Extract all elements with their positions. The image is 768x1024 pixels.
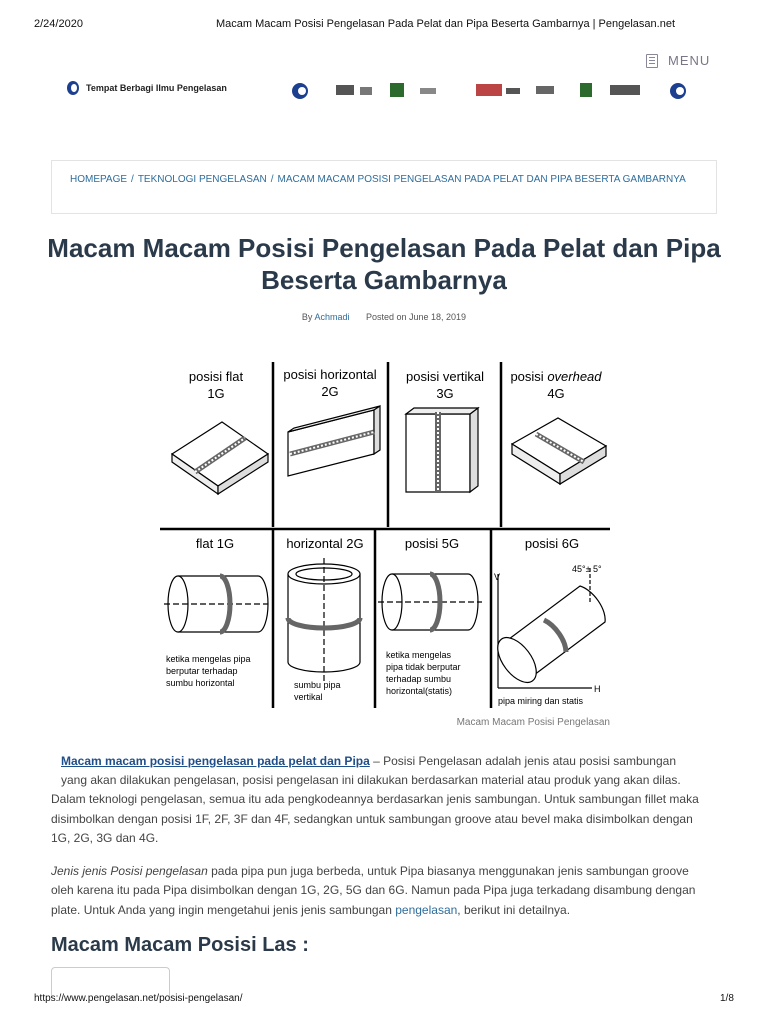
paragraph-1-line-3: Dalam teknologi pengelasan, semua itu ada pengkodeannya berdasarkan jenis sambungan. Untuk sambungan fillet maka bbox=[51, 792, 699, 806]
plate-1g-code: 1G bbox=[207, 386, 225, 401]
pipe-1g-note-2: berputar terhadap bbox=[166, 666, 238, 676]
plate-2g-label: posisi horizontal bbox=[283, 367, 377, 382]
pipe-1g-note-3: sumbu horizontal bbox=[166, 678, 235, 688]
breadcrumb-current: MACAM MACAM POSISI PENGELASAN PADA PELAT DAN PIPA BESERTA GAMBARNYA bbox=[277, 174, 686, 185]
paragraph-1-line-4: disimbolkan dengan posisi 1F, 2F, 3F dan 4F, sedangkan untuk sambungan groove atau bevel maka disimbolkan dengan bbox=[51, 812, 693, 826]
plate-vertical-drawing bbox=[406, 408, 478, 492]
breadcrumb-category-link[interactable]: TEKNOLOGI PENGELASAN bbox=[137, 174, 267, 185]
paragraph-1-line-2: yang akan dilakukan pengelasan, posisi pengelasan ini dilakukan berdasarkan material atau produk yang akan dilas. bbox=[61, 773, 681, 787]
logo-icon bbox=[66, 80, 80, 96]
paragraph-1-line-5: 1G, 2G, 3G dan 4G. bbox=[51, 831, 159, 845]
by-label: By bbox=[301, 312, 313, 322]
breadcrumb: HOMEPAGE / TEKNOLOGI PENGELASAN / MACAM MACAM POSISI PENGELASAN PADA PELAT DAN PIPA BESERTA GAMBARNYA bbox=[51, 160, 717, 214]
print-url: https://www.pengelasan.net/posisi-pengelasan/ bbox=[34, 993, 243, 1004]
pipe-5g-drawing bbox=[378, 574, 482, 630]
pipe-5g-note-2: pipa tidak berputar bbox=[386, 662, 461, 672]
site-logo[interactable] bbox=[66, 80, 227, 96]
section-heading: Macam Macam Posisi Las : bbox=[51, 934, 309, 956]
print-page-number: 1/8 bbox=[720, 993, 734, 1004]
pipe-5g-note-4: horizontal(statis) bbox=[386, 686, 453, 696]
plate-3g-code: 3G bbox=[436, 386, 454, 401]
plate-4g-label: posisi overhead bbox=[510, 369, 602, 384]
pipe-6g-angle: 45°± 5° bbox=[572, 564, 602, 574]
pipe-1g-label: flat 1G bbox=[195, 536, 235, 551]
posted-date: Posted on June 18, 2019 bbox=[365, 312, 467, 322]
site-tagline: Tempat Berbagi Ilmu Pengelasan bbox=[86, 83, 227, 93]
plate-flat-drawing bbox=[172, 422, 268, 494]
plate-overhead-drawing bbox=[512, 418, 606, 484]
pengelasan-link[interactable]: pengelasan bbox=[395, 903, 458, 917]
plate-2g-code: 2G bbox=[321, 384, 339, 399]
pipe-horizontal-drawing bbox=[288, 558, 360, 682]
pipe-6g-drawing bbox=[490, 568, 605, 689]
paragraph-2-line-1: Jenis jenis Posisi pengelasan pada pipa pun juga berbeda, untuk Pipa biasanya menggunakan jenis sambungan groove bbox=[51, 864, 689, 878]
print-page-title: Macam Macam Posisi Pengelasan Pada Pelat dan Pipa Beserta Gambarnya | Pengelasan.net bbox=[216, 18, 676, 30]
plate-1g-label: posisi flat bbox=[188, 369, 244, 384]
plate-horizontal-drawing bbox=[288, 406, 380, 476]
pipe-2g-note-1: sumbu pipa bbox=[294, 680, 341, 690]
pipe-5g-note-3: terhadap sumbu bbox=[386, 674, 452, 684]
paragraph-1-line-1: Macam macam posisi pengelasan pada pelat dan Pipa – Posisi Pengelasan adalah jenis atau posisi sambungan bbox=[61, 754, 676, 768]
author-link[interactable]: Achmadi bbox=[314, 312, 350, 322]
pipe-2g-label: horizontal 2G bbox=[286, 536, 364, 551]
article-intro-link[interactable]: Macam macam posisi pengelasan pada pelat dan Pipa bbox=[61, 754, 370, 768]
menu-label: MENU bbox=[668, 53, 711, 68]
welding-positions-figure bbox=[160, 362, 610, 708]
header-banner-strip bbox=[290, 80, 695, 102]
pipe-1g-note-1: ketika mengelas pipa bbox=[166, 654, 251, 664]
pipe-5g-label: posisi 5G bbox=[404, 536, 460, 551]
plate-4g-code: 4G bbox=[547, 386, 565, 401]
pipe-6g-label: posisi 6G bbox=[524, 536, 580, 551]
welding-positions-diagram bbox=[160, 362, 610, 708]
figure-caption: Macam Macam Posisi Pengelasan bbox=[456, 717, 610, 728]
breadcrumb-home-link[interactable]: HOMEPAGE bbox=[70, 174, 128, 185]
pipe-6g-axis-h: H bbox=[594, 684, 601, 694]
print-date: 2/24/2020 bbox=[34, 18, 83, 30]
article-meta bbox=[0, 312, 768, 322]
menu-icon bbox=[646, 54, 658, 68]
paragraph-2-line-2: oleh karena itu pada Pipa disimbolkan dengan 1G, 2G, 5G dan 6G. Namun pada Pipa juga terkadang disambung dengan bbox=[51, 883, 696, 897]
pipe-5g-note-1: ketika mengelas bbox=[386, 650, 452, 660]
menu-button[interactable] bbox=[646, 53, 710, 68]
pipe-flat-drawing bbox=[164, 576, 268, 632]
pipe-6g-note: pipa miring dan statis bbox=[498, 696, 584, 706]
pipe-6g-axis-v: V bbox=[494, 572, 501, 582]
paragraph-2-line-3: plate. Untuk Anda yang ingin mengetahui jenis jenis sambungan pengelasan, berikut ini detailnya. bbox=[51, 903, 571, 917]
plate-3g-label: posisi vertikal bbox=[405, 369, 485, 384]
article-title: Macam Macam Posisi Pengelasan Pada Pelat dan Pipa Beserta Gambarnya bbox=[47, 233, 721, 295]
pipe-2g-note-2: vertikal bbox=[294, 692, 323, 702]
